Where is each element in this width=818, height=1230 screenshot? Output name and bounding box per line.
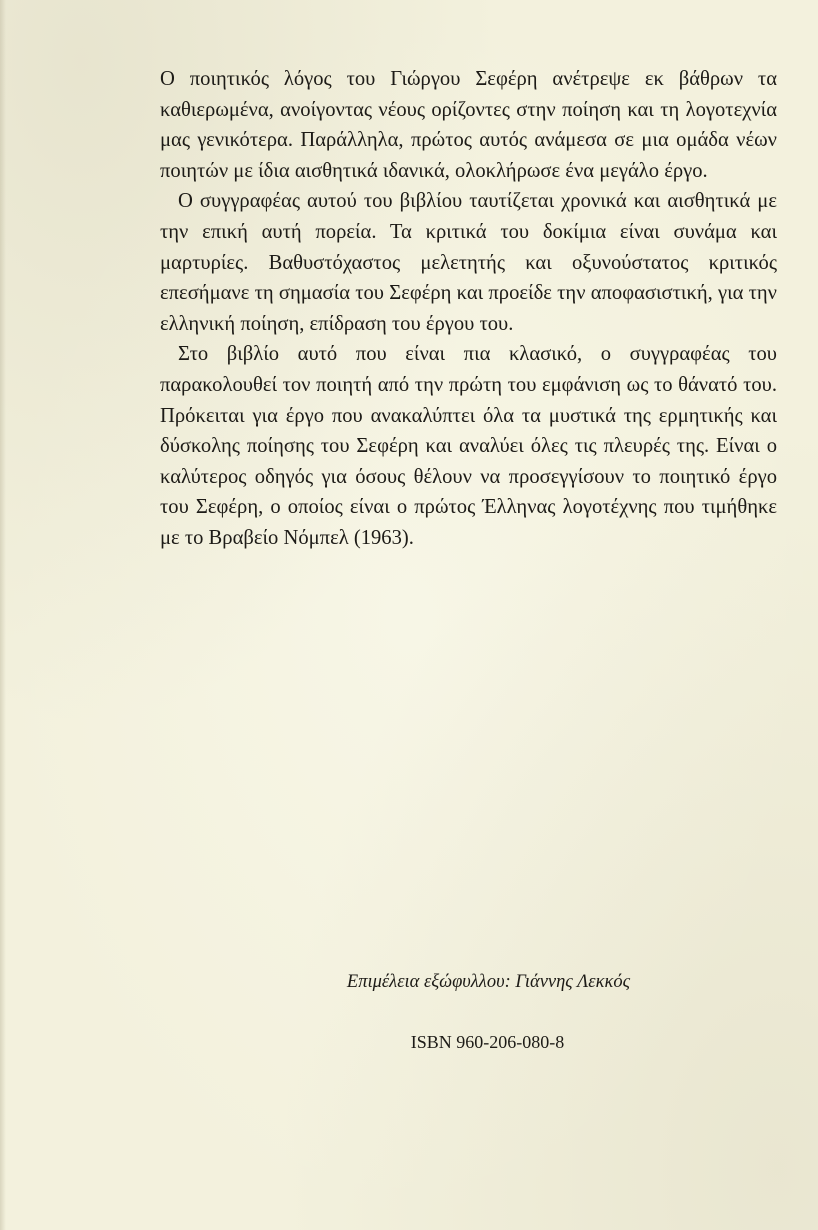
cover-design-credit: Επιμέλεια εξώφυλλου: Γιάννης Λεκκός [346,972,631,992]
blurb-paragraph-1: Ο ποιητικός λόγος του Γιώργου Σεφέρη ανέτρεψε εκ βάθρων τα καθιερωμένα, ανοίγοντας νέους ορίζοντες στην ποίηση και τη λογοτεχνία μας γενικότερα. Παράλληλα, πρώτος αυτός ανάμεσα σε μια ομάδα νέων ποιητών με ίδια αισθητικά ιδανικά, ολοκλήρωσε ένα μεγάλο έργο. [160,68,777,182]
blurb-paragraph-2: Ο συγγραφέας αυτού του βιβλίου ταυτίζεται χρονικά και αισθητικά με την επική αυτή πορεία. Τα κριτικά του δοκίμια είναι συνάμα και μαρτυρίες. Βαθυστόχαστος μελετητής και οξυνούστατος κριτικός επεσήμανε τη σημασία του Σεφέρη και προείδε την αποφασιστική, για την ελληνική ποίηση, επίδραση του έργου του. [160,190,777,335]
blurb-paragraph-3: Στο βιβλίο αυτό που είναι πια κλασικό, ο συγγραφέας του παρακολουθεί τον ποιητή από την πρώτη του εμφάνιση ως το θάνατό του. Πρόκειται για έργο που ανακαλύπτει όλα τα μυστικά της ερμητικής και δύσκολης ποίησης του Σεφέρη και αναλύει όλες τις πλευρές της. Είναι ο καλύτερος οδηγός για όσους θέλουν να προσεγγίσουν το ποιητικό έργο του Σεφέρη, ο οποίος είναι ο πρώτος Έλληνας λογοτέχνης που τιμήθηκε με το Βραβείο Νόμπελ (1963). [160,343,777,549]
blurb-text [160,64,777,554]
isbn-number: ISBN 960-206-080-8 [410,1032,565,1052]
page-edge-shadow [0,0,6,1230]
